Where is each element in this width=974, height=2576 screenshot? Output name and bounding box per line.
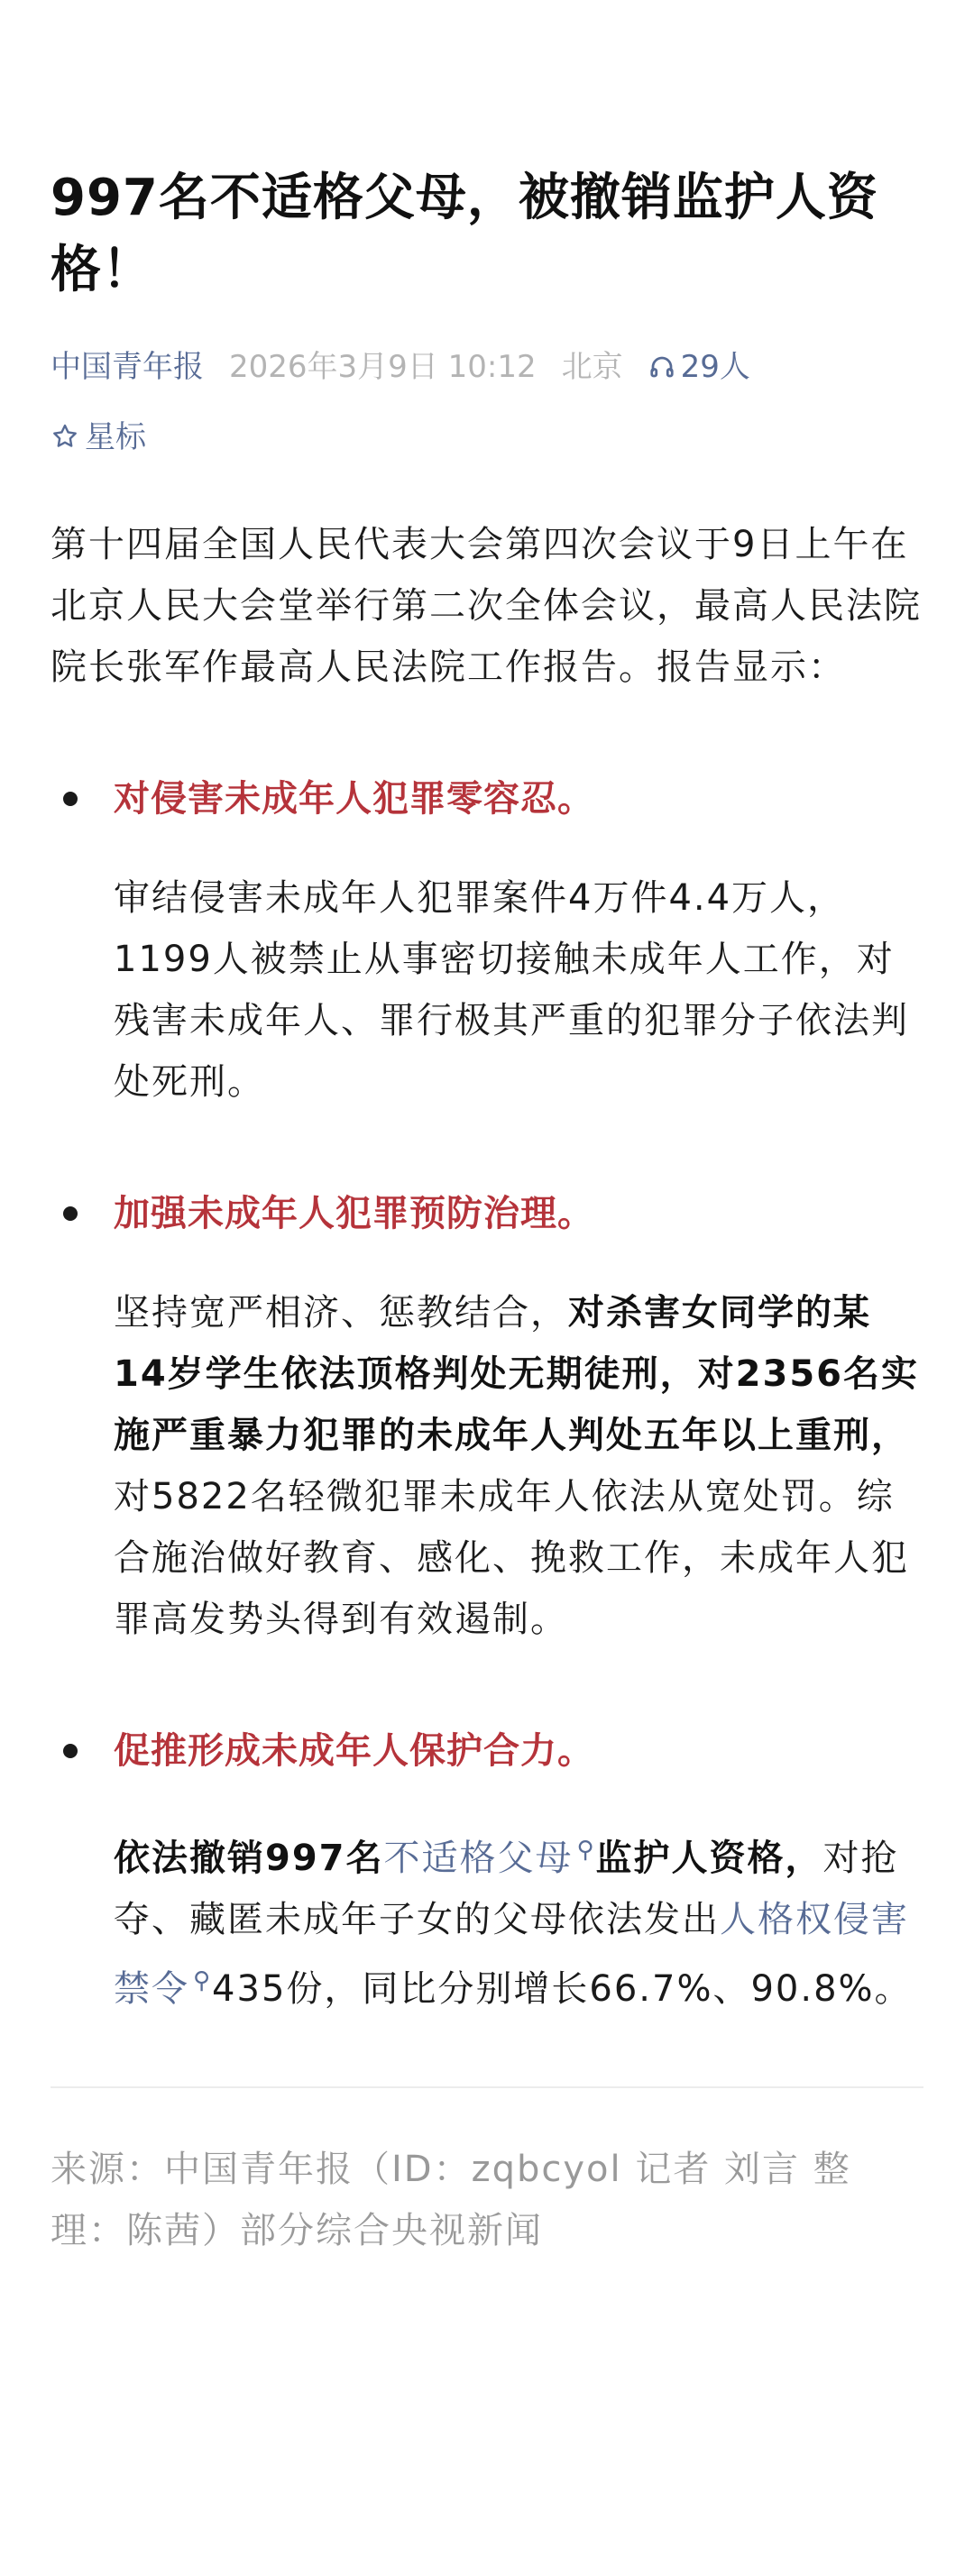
section-body: [51, 1282, 923, 1650]
article: [0, 162, 974, 2261]
listen-button[interactable]: [648, 349, 776, 385]
publish-location: 北京: [561, 349, 623, 385]
section-heading-text: 对侵害未成年人犯罪零容忍。: [114, 778, 594, 820]
body-text: 对5822名轻微犯罪未成年人依法从宽处罚。综合施治做好教育、感化、挽救工作，未成年人犯罪高发势头得到有效遏制。: [114, 1476, 909, 1640]
section-heading: [51, 1724, 923, 1778]
divider: [51, 2086, 923, 2088]
section-heading: [51, 1187, 923, 1241]
bullet-dot: [63, 1744, 78, 1758]
source-credit: 来源：中国青年报（ID：zqbcyol 记者 刘言 整理：陈茜）部分综合央视新闻: [51, 2149, 851, 2251]
section-heading-text: 促推形成未成年人保护合力。: [114, 1730, 594, 1772]
star-button[interactable]: [51, 402, 898, 472]
article-meta: [51, 332, 923, 472]
listener-count: 29人: [680, 349, 750, 385]
section-1: [51, 772, 923, 1113]
account-name[interactable]: 中国青年报: [51, 349, 204, 385]
search-icon: ⚲: [576, 1837, 596, 1864]
bullet-dot: [63, 792, 78, 806]
search-link-text: 不适格父母: [383, 1838, 574, 1879]
section-2: [51, 1187, 923, 1650]
search-icon: ⚲: [193, 1967, 213, 1994]
headphones-icon: [648, 353, 675, 380]
body-bold-text: 监护人资格，: [595, 1838, 823, 1879]
search-link-text: 人格权侵害禁令: [114, 1899, 909, 2010]
publish-date: 2026年3月9日 10:12: [229, 349, 537, 385]
bullet-dot: [63, 1206, 78, 1221]
section-heading: [51, 772, 923, 826]
body-text: 对抢夺、藏匿未成年子女的父母依法发出: [114, 1838, 899, 1940]
body-bold-text: 对杀害女同学的某14岁学生依法顶格判处无期徒刑，对2356名实施严重暴力犯罪的未成年人判处五年以上重刑，: [114, 1292, 919, 1456]
section-body: 审结侵害未成年人犯罪案件4万件4.4万人，1199人被禁止从事密切接触未成年人工作，对残害未成年人、罪行极其严重的犯罪分子依法判处死刑。: [114, 877, 909, 1103]
section-heading-text: 加强未成年人犯罪预防治理。: [114, 1193, 594, 1234]
intro-paragraph: 第十四届全国人民代表大会第四次会议于9日上午在北京人民大会堂举行第二次全体会议，最高人民法院院长张军作最高人民法院工作报告。报告显示：: [51, 524, 922, 688]
body-bold-text: 依法撤销997名: [114, 1838, 384, 1879]
body-text: 435份，同比分别增长66.7%、90.8%。: [212, 1968, 913, 2010]
search-link-unfit-parents[interactable]: [384, 1838, 596, 1879]
section-body: [51, 1820, 923, 2020]
star-label: 星标: [85, 419, 146, 455]
article-title: 997名不适格父母，被撤销监护人资格！: [51, 169, 878, 299]
body-text: 坚持宽严相济、惩教结合，: [114, 1292, 568, 1334]
section-3: [51, 1724, 923, 2020]
star-outline-icon: [51, 422, 79, 451]
